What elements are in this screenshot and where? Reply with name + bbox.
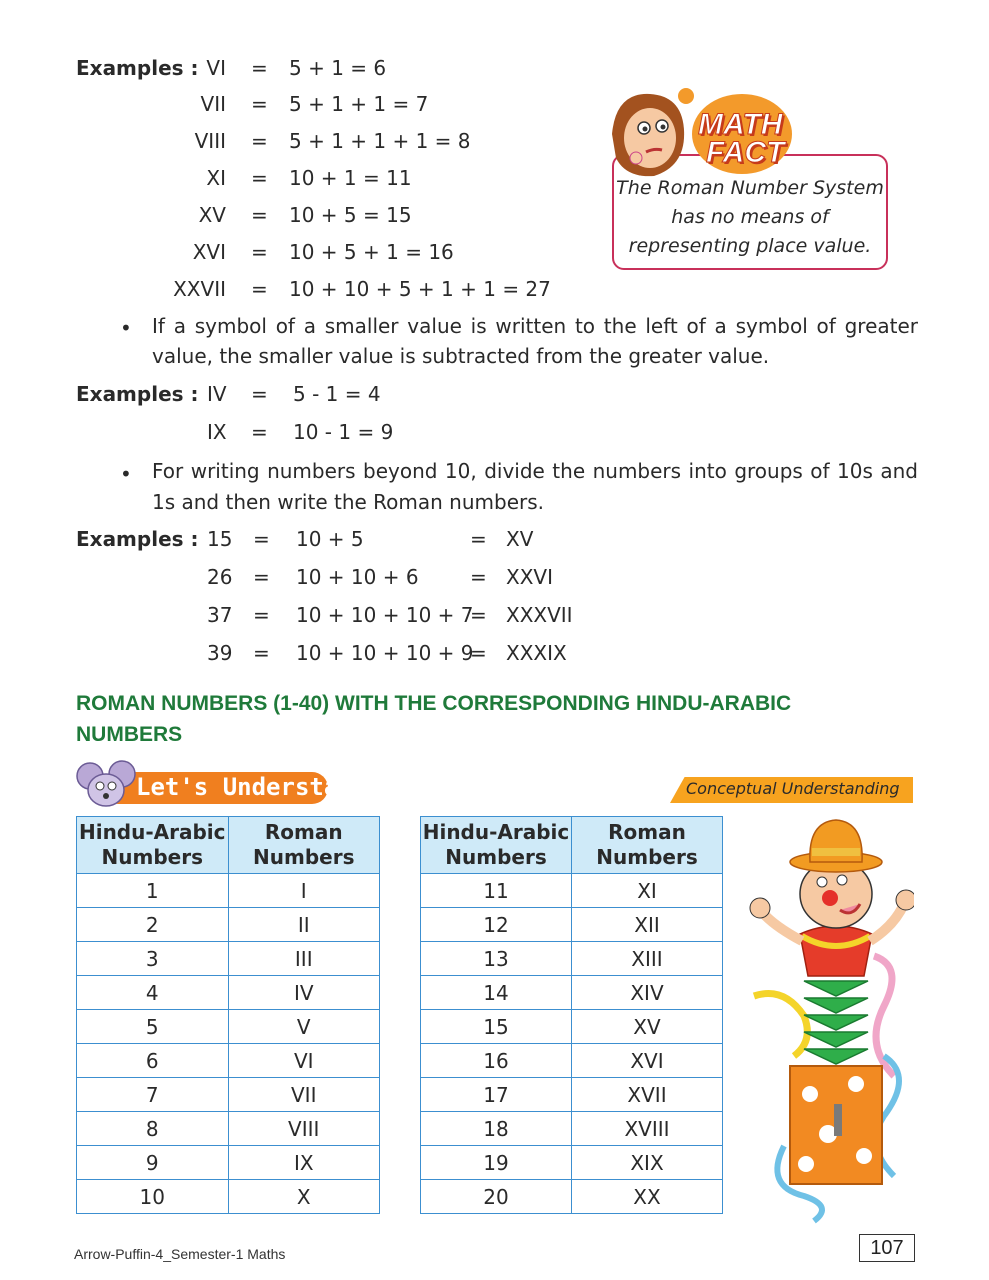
page-number: 107 bbox=[859, 1234, 915, 1262]
roman-table-11-20 bbox=[420, 816, 723, 1214]
equals-sign: = bbox=[470, 641, 487, 665]
table-row bbox=[421, 1180, 723, 1214]
bullet-dot: • bbox=[120, 316, 132, 340]
hindu-arabic-cell: 5 bbox=[77, 1010, 229, 1044]
math-fact-title-line1: MATH bbox=[698, 108, 783, 141]
table-row bbox=[77, 908, 380, 942]
table-row bbox=[421, 942, 723, 976]
roman-cell: XIX bbox=[572, 1146, 723, 1180]
roman-cell: XX bbox=[572, 1180, 723, 1214]
equals-sign: = bbox=[470, 527, 487, 551]
hindu-arabic-cell: 15 bbox=[421, 1010, 572, 1044]
equals-sign: = bbox=[253, 641, 270, 665]
table-row bbox=[421, 1078, 723, 1112]
roman-cell: VII bbox=[228, 1078, 380, 1112]
col-header-hindu: Hindu-Arabic Numbers bbox=[421, 817, 572, 874]
col-header-roman: Roman Numbers bbox=[228, 817, 380, 874]
roman-cell: XVIII bbox=[572, 1112, 723, 1146]
hindu-arabic-cell: 16 bbox=[421, 1044, 572, 1078]
table-row bbox=[421, 1112, 723, 1146]
roman-cell: II bbox=[228, 908, 380, 942]
math-fact-text: The Roman Number System has no means of representing place value. bbox=[616, 177, 884, 257]
roman-table-1-10 bbox=[76, 816, 380, 1214]
example-expression: 10 + 10 + 10 + 9 bbox=[296, 641, 474, 665]
hindu-arabic-cell: 4 bbox=[77, 976, 229, 1010]
bullet-text: For writing numbers beyond 10, divide the numbers into groups of 10s and 1s and then write the Roman numbers. bbox=[152, 459, 918, 514]
equals-sign: = bbox=[251, 92, 268, 116]
example-roman: XXVI bbox=[506, 565, 553, 589]
hindu-arabic-cell: 20 bbox=[421, 1180, 572, 1214]
table-row bbox=[421, 976, 723, 1010]
example-expression: 5 + 1 = 6 bbox=[289, 56, 387, 80]
equals-sign: = bbox=[251, 382, 268, 406]
roman-cell: XII bbox=[572, 908, 723, 942]
table-row bbox=[77, 1112, 380, 1146]
example-roman: XXXVII bbox=[506, 603, 573, 627]
example-roman: XXVII bbox=[173, 277, 226, 301]
equals-sign: = bbox=[470, 603, 487, 627]
example-expression: 10 + 5 bbox=[296, 527, 364, 551]
equals-sign: = bbox=[251, 129, 268, 153]
hindu-arabic-cell: 12 bbox=[421, 908, 572, 942]
table-row bbox=[421, 908, 723, 942]
roman-cell: XVII bbox=[572, 1078, 723, 1112]
example-expression: 10 + 5 + 1 = 16 bbox=[289, 240, 454, 264]
example-expression: 10 - 1 = 9 bbox=[293, 420, 394, 444]
equals-sign: = bbox=[251, 166, 268, 190]
example-roman: VII bbox=[200, 92, 226, 116]
equals-sign: = bbox=[253, 603, 270, 627]
roman-cell: X bbox=[228, 1180, 380, 1214]
hindu-arabic-cell: 13 bbox=[421, 942, 572, 976]
example-number: 26 bbox=[207, 565, 233, 589]
table-row bbox=[77, 1044, 380, 1078]
example-expression: 5 + 1 + 1 = 7 bbox=[289, 92, 429, 116]
roman-cell: XV bbox=[572, 1010, 723, 1044]
footer-text: Arrow-Puffin-4_Semester-1 Maths bbox=[74, 1246, 286, 1262]
hindu-arabic-cell: 9 bbox=[77, 1146, 229, 1180]
examples-label: Examples : bbox=[76, 527, 199, 551]
example-number: 15 bbox=[207, 527, 233, 551]
hindu-arabic-cell: 2 bbox=[77, 908, 229, 942]
example-roman: XI bbox=[206, 166, 226, 190]
equals-sign: = bbox=[253, 527, 270, 551]
example-expression: 10 + 10 + 10 + 7 bbox=[296, 603, 474, 627]
hindu-arabic-cell: 3 bbox=[77, 942, 229, 976]
bullet-dot: • bbox=[120, 462, 132, 486]
example-roman: IV bbox=[207, 382, 227, 406]
equals-sign: = bbox=[251, 56, 268, 80]
hindu-arabic-cell: 1 bbox=[77, 874, 229, 908]
equals-sign: = bbox=[251, 420, 268, 444]
example-number: 39 bbox=[207, 641, 233, 665]
hindu-arabic-cell: 10 bbox=[77, 1180, 229, 1214]
jack-in-the-box-illustration bbox=[744, 816, 914, 1226]
conceptual-tag-label: Conceptual Understanding bbox=[686, 779, 900, 798]
example-expression: 5 - 1 = 4 bbox=[293, 382, 381, 406]
roman-cell: XIV bbox=[572, 976, 723, 1010]
example-roman: XV bbox=[198, 203, 226, 227]
example-roman: XXXIX bbox=[506, 641, 567, 665]
mouse-icon bbox=[76, 760, 138, 812]
equals-sign: = bbox=[251, 240, 268, 264]
example-roman: VI bbox=[206, 56, 226, 80]
roman-cell: XVI bbox=[572, 1044, 723, 1078]
table-row bbox=[421, 1044, 723, 1078]
examples-label: Examples : bbox=[76, 56, 199, 80]
roman-cell: VIII bbox=[228, 1112, 380, 1146]
hindu-arabic-cell: 14 bbox=[421, 976, 572, 1010]
hindu-arabic-cell: 19 bbox=[421, 1146, 572, 1180]
hindu-arabic-cell: 7 bbox=[77, 1078, 229, 1112]
roman-cell: III bbox=[228, 942, 380, 976]
math-fact-title-line2: FACT bbox=[706, 136, 785, 169]
section-heading: ROMAN NUMBERS (1-40) WITH THE CORRESPONDING HINDU-ARABIC NUMBERS bbox=[76, 692, 792, 746]
roman-cell: IV bbox=[228, 976, 380, 1010]
roman-cell: VI bbox=[228, 1044, 380, 1078]
equals-sign: = bbox=[470, 565, 487, 589]
example-roman: XVI bbox=[192, 240, 226, 264]
table-row bbox=[421, 1146, 723, 1180]
example-expression: 10 + 5 = 15 bbox=[289, 203, 412, 227]
example-roman: XV bbox=[506, 527, 534, 551]
table-row bbox=[77, 942, 380, 976]
example-expression: 10 + 10 + 6 bbox=[296, 565, 419, 589]
hindu-arabic-cell: 8 bbox=[77, 1112, 229, 1146]
example-number: 37 bbox=[207, 603, 233, 627]
hindu-arabic-cell: 18 bbox=[421, 1112, 572, 1146]
example-expression: 10 + 1 = 11 bbox=[289, 166, 412, 190]
roman-cell: I bbox=[228, 874, 380, 908]
table-row bbox=[421, 874, 723, 908]
table-row bbox=[77, 874, 380, 908]
hindu-arabic-cell: 11 bbox=[421, 874, 572, 908]
example-roman: IX bbox=[207, 420, 227, 444]
hindu-arabic-cell: 17 bbox=[421, 1078, 572, 1112]
roman-cell: V bbox=[228, 1010, 380, 1044]
roman-cell: XI bbox=[572, 874, 723, 908]
col-header-roman: Roman Numbers bbox=[572, 817, 723, 874]
lets-understand-label: Let's Understand bbox=[136, 773, 368, 801]
bullet-text: If a symbol of a smaller value is written to the left of a symbol of greater value, the smaller value is subtracted from the greater value. bbox=[152, 314, 918, 368]
equals-sign: = bbox=[253, 565, 270, 589]
example-roman: VIII bbox=[194, 129, 226, 153]
example-expression: 5 + 1 + 1 + 1 = 8 bbox=[289, 129, 471, 153]
table-row bbox=[77, 1010, 380, 1044]
hindu-arabic-cell: 6 bbox=[77, 1044, 229, 1078]
examples-label: Examples : bbox=[76, 382, 199, 406]
equals-sign: = bbox=[251, 203, 268, 227]
col-header-hindu: Hindu-Arabic Numbers bbox=[77, 817, 229, 874]
roman-cell: XIII bbox=[572, 942, 723, 976]
table-row bbox=[77, 1146, 380, 1180]
table-row bbox=[421, 1010, 723, 1044]
table-row bbox=[77, 976, 380, 1010]
roman-cell: IX bbox=[228, 1146, 380, 1180]
table-row bbox=[77, 1078, 380, 1112]
table-row bbox=[77, 1180, 380, 1214]
equals-sign: = bbox=[251, 277, 268, 301]
example-expression: 10 + 10 + 5 + 1 + 1 = 27 bbox=[289, 277, 551, 301]
